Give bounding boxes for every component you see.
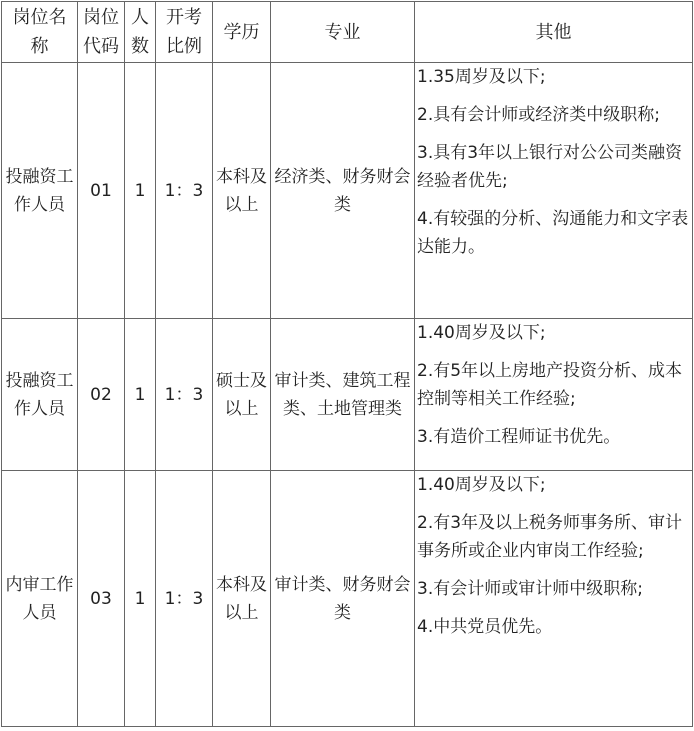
- requirement-item: 3.有造价工程师证书优先。: [417, 427, 621, 447]
- recruitment-table: [1, 1, 693, 727]
- cell-ratio: 1：3: [156, 319, 213, 471]
- requirement-item: 3.有会计师或审计师中级职称;: [417, 579, 643, 599]
- cell-other: [415, 63, 693, 319]
- requirement-item: 1.40周岁及以下;: [417, 323, 546, 343]
- header-ratio: 开考比例: [156, 2, 213, 63]
- cell-code: 02: [78, 319, 125, 471]
- header-count: 人数: [125, 2, 156, 63]
- cell-count: 1: [125, 471, 156, 727]
- requirement-item: 1.35周岁及以下;: [417, 67, 546, 87]
- cell-education: 本科及以上: [213, 471, 271, 727]
- cell-education: 本科及以上: [213, 63, 271, 319]
- header-post-name: 岗位名称: [2, 2, 78, 63]
- header-major: 专业: [271, 2, 415, 63]
- cell-count: 1: [125, 63, 156, 319]
- cell-other: [415, 319, 693, 471]
- cell-education: 硕士及以上: [213, 319, 271, 471]
- requirement-item: 2.有5年以上房地产投资分析、成本控制等相关工作经验;: [417, 361, 683, 409]
- cell-other: [415, 471, 693, 727]
- table-row: [2, 63, 693, 319]
- requirement-item: 4.中共党员优先。: [417, 617, 553, 637]
- requirement-item: 3.具有3年以上银行对公公司类融资经验者优先;: [417, 143, 683, 191]
- cell-count: 1: [125, 319, 156, 471]
- cell-post-name: 投融资工作人员: [2, 319, 78, 471]
- table-row: [2, 319, 693, 471]
- requirement-item: 1.40周岁及以下;: [417, 475, 546, 495]
- table-row: [2, 471, 693, 727]
- cell-major: 审计类、建筑工程类、土地管理类: [271, 319, 415, 471]
- cell-post-name: 内审工作人员: [2, 471, 78, 727]
- cell-ratio: 1：3: [156, 471, 213, 727]
- header-education: 学历: [213, 2, 271, 63]
- requirement-item: 4.有较强的分析、沟通能力和文字表达能力。: [417, 209, 689, 257]
- table-header-row: [2, 2, 693, 63]
- cell-major: 审计类、财务财会类: [271, 471, 415, 727]
- cell-code: 03: [78, 471, 125, 727]
- cell-ratio: 1：3: [156, 63, 213, 319]
- cell-major: 经济类、财务财会类: [271, 63, 415, 319]
- cell-code: 01: [78, 63, 125, 319]
- cell-post-name: 投融资工作人员: [2, 63, 78, 319]
- header-other: 其他: [415, 2, 693, 63]
- requirement-item: 2.有3年及以上税务师事务所、审计事务所或企业内审岗工作经验;: [417, 513, 683, 561]
- requirement-item: 2.具有会计师或经济类中级职称;: [417, 105, 660, 125]
- header-post-code: 岗位代码: [78, 2, 125, 63]
